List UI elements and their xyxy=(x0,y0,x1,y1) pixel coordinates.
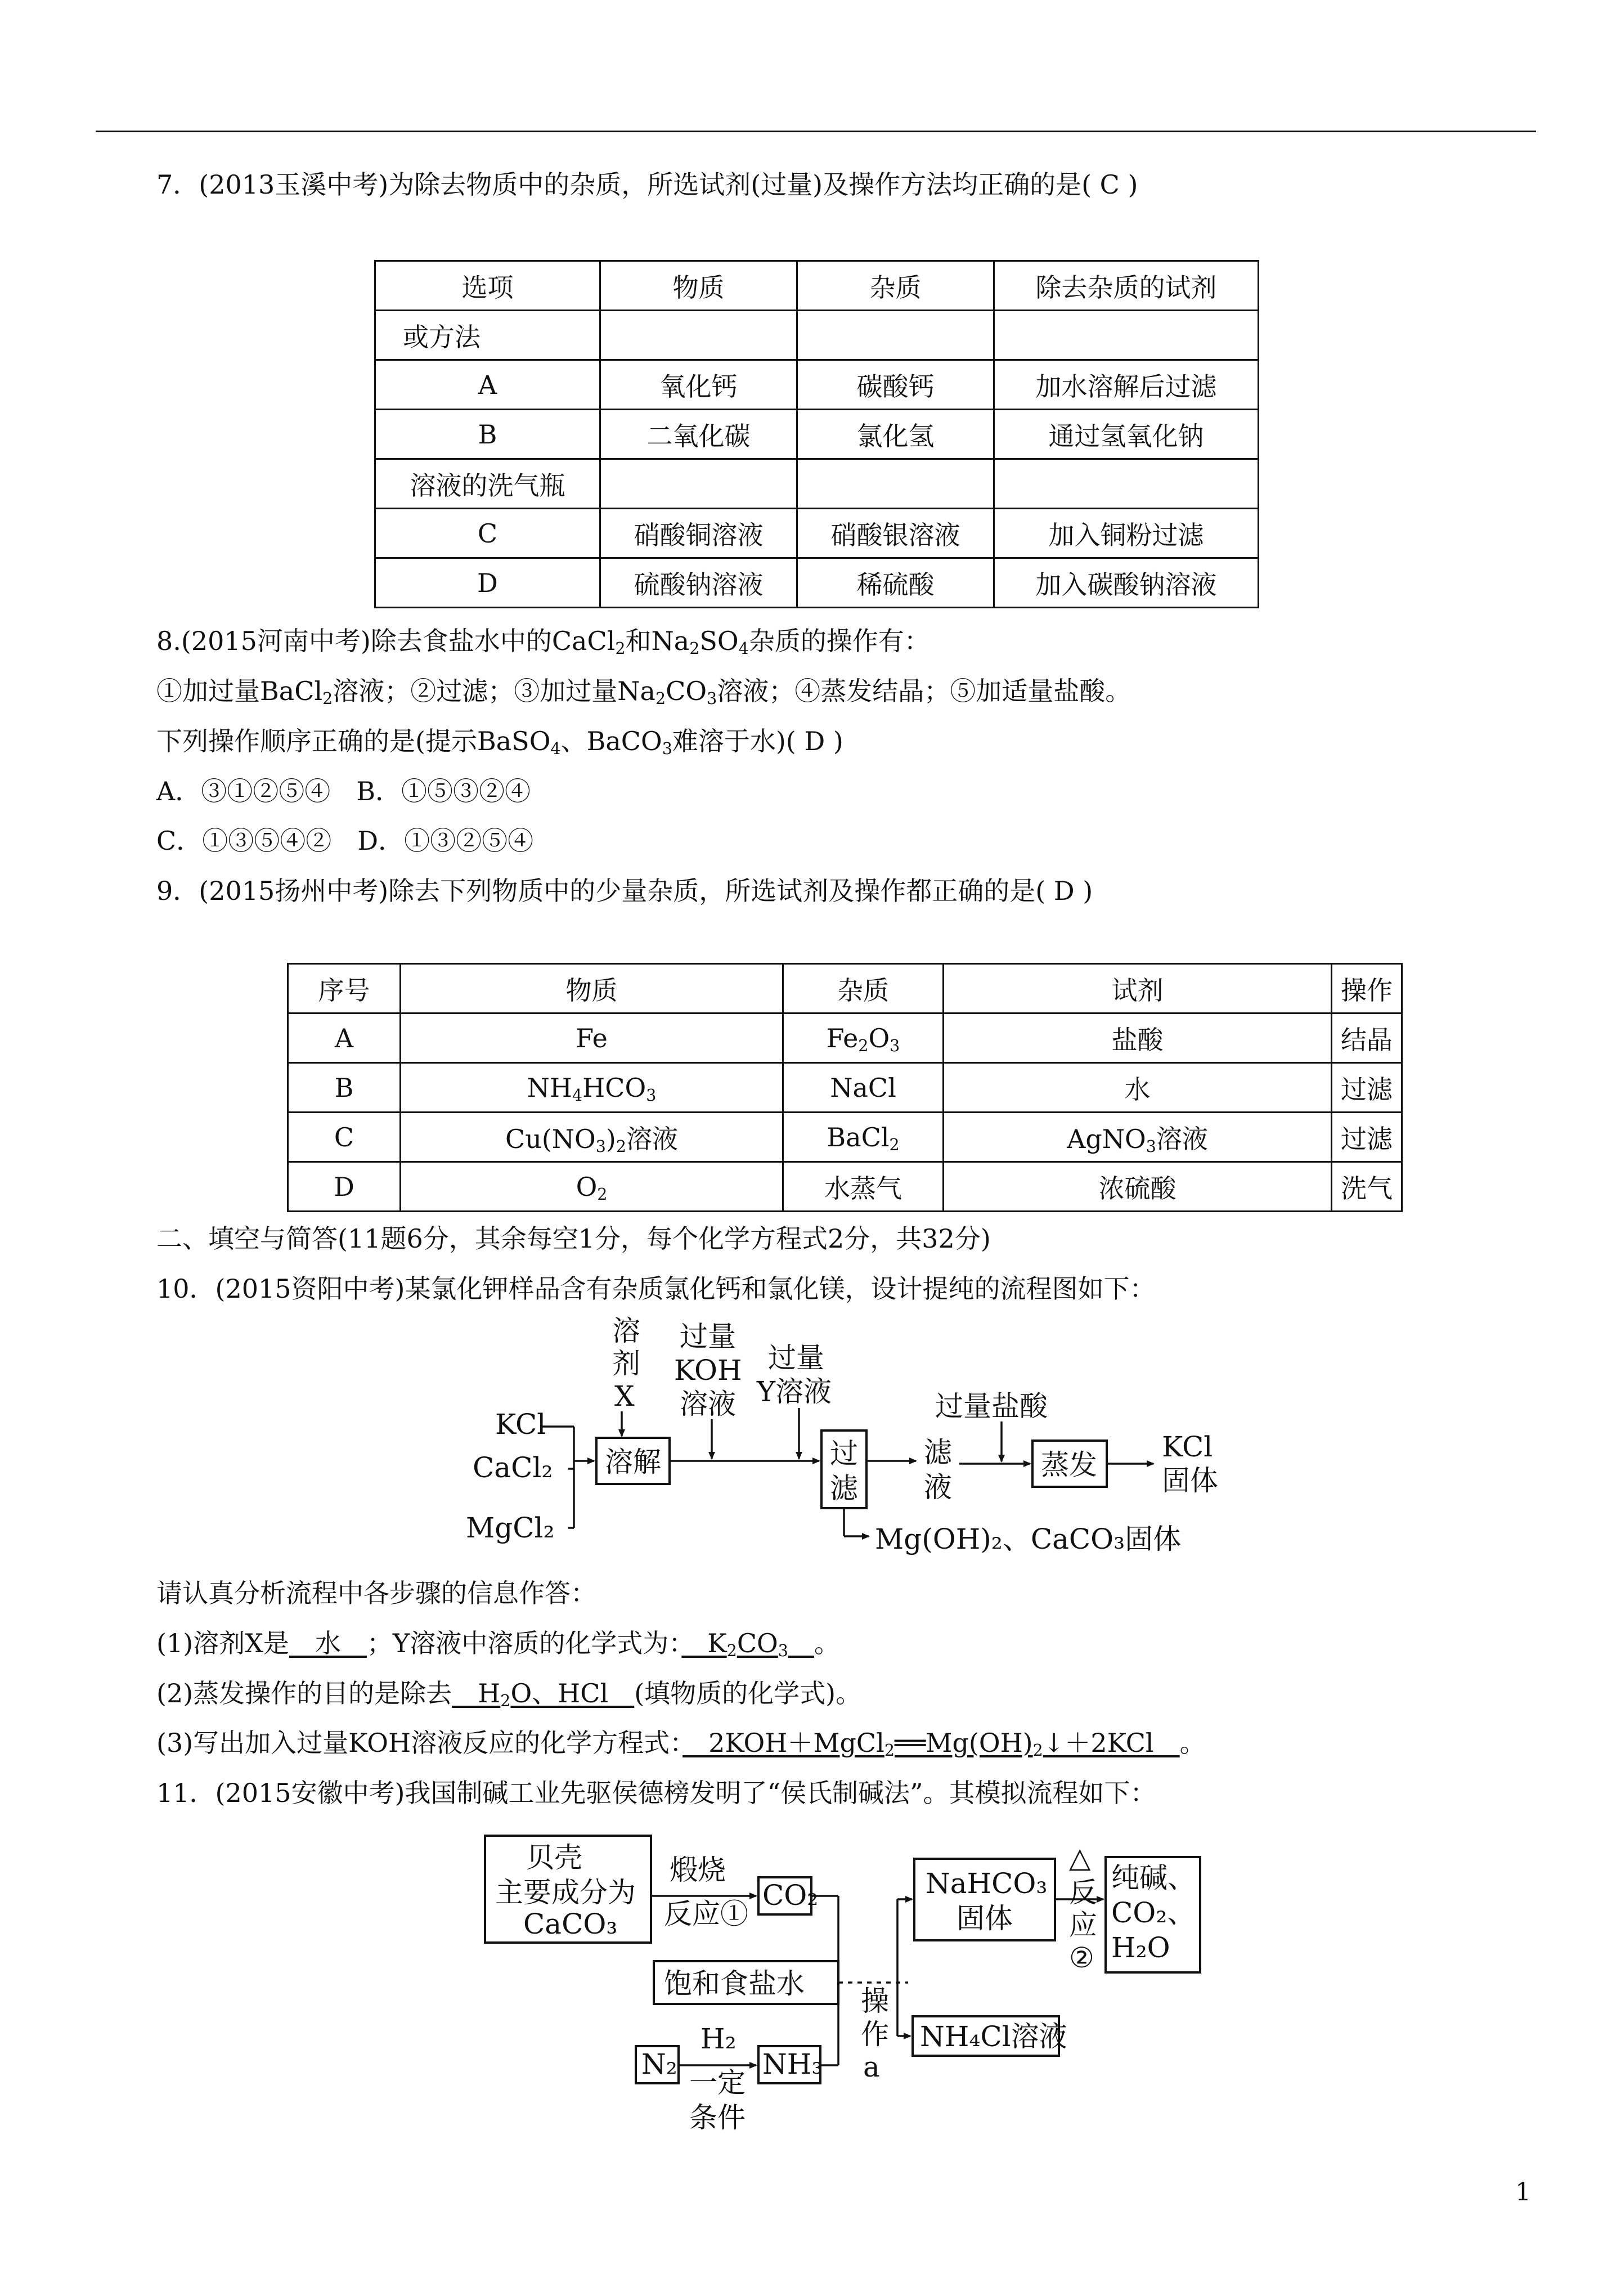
flow-label-reaction-1: 反应① xyxy=(664,1898,748,1930)
table-row xyxy=(375,509,1259,558)
flow-label-solvent: 剂 xyxy=(612,1347,640,1380)
flow-box-dissolve-label: 溶解 xyxy=(605,1446,661,1478)
answer-blank: $2KOH+MgCl_2══Mg(OH)_2↓+2KCl$ xyxy=(682,1728,1180,1760)
flow-label-filtrate: 液 xyxy=(924,1471,952,1504)
flow-input-mgcl2: MgCl₂ xyxy=(466,1512,555,1544)
svg-text:贝壳: 贝壳 xyxy=(526,1841,582,1874)
table-cell: B xyxy=(375,410,600,459)
table-cell: $NH_4HCO_3$ xyxy=(401,1063,783,1113)
q7-stem: 7．(2013玉溪中考)为除去物质中的杂质，所选试剂(过量)及操作方法均正确的是( C ) xyxy=(156,169,1138,200)
svg-text:纯碱、: 纯碱、 xyxy=(1111,1862,1196,1894)
table-cell: A xyxy=(375,360,600,410)
table-cell: 通过氢氧化钠 xyxy=(994,410,1259,459)
q10-part-1: (1)溶剂X是 水 ；Y溶液中溶质的化学式为： $K_2CO_3$ 。 xyxy=(156,1628,840,1661)
table-header: 选项 xyxy=(375,261,600,311)
flow-box-evaporate-label: 蒸发 xyxy=(1041,1449,1097,1481)
flow-label-precipitate: Mg(OH)₂、CaCO₃固体 xyxy=(875,1523,1182,1555)
q8-options-cd: C．①③⑤④② D．①③②⑤④ xyxy=(156,826,534,856)
flow-label-heat: △ xyxy=(1069,1841,1091,1874)
table-row xyxy=(375,410,1259,459)
svg-text:CO₂: CO₂ xyxy=(762,1879,819,1912)
svg-text:NaHCO₃: NaHCO₃ xyxy=(926,1867,1048,1900)
flow-label-hcl: 过量盐酸 xyxy=(935,1390,1048,1423)
table-cell: $Cu(NO_3)_2$溶液 xyxy=(401,1113,783,1162)
flow-label-y: Y溶液 xyxy=(757,1375,832,1408)
table-cell: 氯化氢 xyxy=(797,410,994,459)
q7-table xyxy=(374,260,1259,608)
table-cell: 盐酸 xyxy=(944,1014,1332,1063)
table-row xyxy=(288,964,1402,1014)
table-cell: NaCl xyxy=(783,1063,944,1113)
table-cell: 氧化钙 xyxy=(600,360,797,410)
table-cell: 加水溶解后过滤 xyxy=(994,360,1259,410)
table-cell: 加入碳酸钠溶液 xyxy=(994,558,1259,608)
q8-question: 下列操作顺序正确的是(提示BaSO$_4$、BaCO$_3$难溶于水)( D ) xyxy=(156,726,843,759)
table-header: 物质 xyxy=(401,964,783,1014)
table-header: 物质 xyxy=(600,261,797,311)
flow-label-condition: 一定 xyxy=(689,2066,746,2099)
flow-label-reaction-2: 反 xyxy=(1069,1876,1097,1909)
table-header: 除去杂质的试剂 xyxy=(994,261,1259,311)
answer-blank: $H_2O$、HCl xyxy=(452,1678,635,1711)
flow-label-product: KCl xyxy=(1162,1430,1213,1463)
table-cell: 硫酸钠溶液 xyxy=(600,558,797,608)
table-cell: C xyxy=(288,1113,401,1162)
section-2-heading: 二、填空与简答(11题6分，其余每空1分，每个化学方程式2分，共32分) xyxy=(156,1223,991,1254)
svg-text:N₂: N₂ xyxy=(641,2048,677,2080)
svg-text:饱和食盐水: 饱和食盐水 xyxy=(664,1967,805,2000)
flow-label-solvent: X xyxy=(614,1380,635,1412)
q8-options-ab: A．③①②⑤④ B．①⑤③②④ xyxy=(156,776,531,806)
table-cell: 碳酸钙 xyxy=(797,360,994,410)
flow-box-filter-label: 过 xyxy=(830,1437,858,1470)
table-cell: B xyxy=(288,1063,401,1113)
table-cell: 过滤 xyxy=(1332,1113,1402,1162)
table-row xyxy=(288,1063,1402,1113)
flow-label-solvent: 溶 xyxy=(612,1315,640,1347)
table-cell: 或方法 xyxy=(375,311,600,360)
svg-text:NH₄Cl溶液: NH₄Cl溶液 xyxy=(920,2020,1067,2053)
flow-label-reaction-2: 应 xyxy=(1069,1909,1097,1941)
table-cell: 稀硫酸 xyxy=(797,558,994,608)
table-cell: A xyxy=(288,1014,401,1063)
flow-label-koh: KOH xyxy=(674,1354,742,1387)
table-header: 杂质 xyxy=(783,964,944,1014)
answer-blank: 水 xyxy=(289,1628,367,1658)
table-cell: AgNO$_3$溶液 xyxy=(944,1113,1332,1162)
page-number: 1 xyxy=(1515,2178,1531,2207)
flow-label-h2: H₂ xyxy=(701,2023,737,2055)
table-cell: 硝酸银溶液 xyxy=(797,509,994,558)
answer-blank: $K_2CO_3$ xyxy=(681,1628,788,1661)
table-row xyxy=(375,261,1259,311)
table-cell: $O_2$ xyxy=(401,1162,783,1212)
table-header: 序号 xyxy=(288,964,401,1014)
table-row xyxy=(288,1113,1402,1162)
table-cell: 硝酸铜溶液 xyxy=(600,509,797,558)
table-cell: 结晶 xyxy=(1332,1014,1402,1063)
table-row xyxy=(375,360,1259,410)
table-row xyxy=(375,311,1259,360)
table-cell: C xyxy=(375,509,600,558)
table-cell: $Fe_2O_3$ xyxy=(783,1014,944,1063)
header-rule xyxy=(96,131,1536,132)
q10-stem: 10．(2015资阳中考)某氯化钾样品含有杂质氯化钙和氯化镁，设计提纯的流程图如下： xyxy=(156,1273,1156,1304)
table-cell: 水 xyxy=(944,1063,1332,1113)
table-row xyxy=(288,1014,1402,1063)
flow-label-koh: 溶液 xyxy=(680,1388,736,1420)
table-row xyxy=(288,1162,1402,1212)
table-row xyxy=(375,459,1259,509)
flow-label-operation-a: 作 xyxy=(861,2018,889,2051)
table-row xyxy=(375,558,1259,608)
table-cell: 洗气 xyxy=(1332,1162,1402,1212)
table-cell: Fe xyxy=(401,1014,783,1063)
flow-label-operation-a: a xyxy=(863,2051,880,2083)
svg-text:CaCO₃: CaCO₃ xyxy=(523,1908,618,1940)
q10-part-3: (3)写出加入过量KOH溶液反应的化学方程式： $2KOH+MgCl_2══Mg(OH)_2↓+2KCl$ 。 xyxy=(156,1728,1206,1760)
table-cell: D xyxy=(375,558,600,608)
q9-stem: 9．(2015扬州中考)除去下列物质中的少量杂质，所选试剂及操作都正确的是( D ) xyxy=(156,876,1093,906)
q10-intro: 请认真分析流程中各步骤的信息作答： xyxy=(156,1578,596,1608)
q8-operations: ①加过量BaCl$_2$溶液；②过滤；③加过量$Na_2CO_3$溶液；④蒸发结晶；⑤加适量盐酸。 xyxy=(156,676,1131,708)
q11-stem: 11．(2015安徽中考)我国制碱工业先驱侯德榜发明了“侯氏制碱法”。其模拟流程如下： xyxy=(156,1778,1156,1808)
q10-flowchart xyxy=(461,1311,1249,1570)
flow-label-koh: 过量 xyxy=(680,1320,736,1353)
table-cell: 过滤 xyxy=(1332,1063,1402,1113)
table-header: 杂质 xyxy=(797,261,994,311)
flow-label-reaction-2: ② xyxy=(1069,1941,1094,1974)
svg-text:主要成分为: 主要成分为 xyxy=(495,1876,636,1909)
table-cell: 水蒸气 xyxy=(783,1162,944,1212)
flow-label-calcine: 煅烧 xyxy=(670,1854,726,1886)
table-cell: 溶液的洗气瓶 xyxy=(375,459,600,509)
table-header: 操作 xyxy=(1332,964,1402,1014)
q11-flowchart xyxy=(478,1823,1210,2138)
flow-input-kcl: KCl xyxy=(495,1408,546,1441)
table-cell: D xyxy=(288,1162,401,1212)
flow-label-condition: 条件 xyxy=(689,2101,746,2134)
table-cell: 二氧化碳 xyxy=(600,410,797,459)
flow-label-filtrate: 滤 xyxy=(924,1436,952,1469)
q10-part-2: (2)蒸发操作的目的是除去 $H_2O$、HCl (填物质的化学式)。 xyxy=(156,1678,862,1711)
flow-input-cacl2: CaCl₂ xyxy=(473,1451,553,1484)
table-cell: BaCl$_2$ xyxy=(783,1113,944,1162)
svg-text:CO₂、: CO₂、 xyxy=(1111,1896,1196,1929)
table-cell: 浓硫酸 xyxy=(944,1162,1332,1212)
q8-stem: 8.(2015河南中考)除去食盐水中的CaCl$_2$和$Na_2SO_4$杂质的操作有： xyxy=(156,626,930,658)
flow-label-product: 固体 xyxy=(1162,1464,1218,1497)
q9-table xyxy=(287,963,1403,1212)
table-header: 试剂 xyxy=(944,964,1332,1014)
svg-text:NH₃: NH₃ xyxy=(762,2048,823,2080)
svg-text:H₂O: H₂O xyxy=(1111,1931,1170,1964)
table-cell: 加入铜粉过滤 xyxy=(994,509,1259,558)
flow-label-y: 过量 xyxy=(768,1342,824,1374)
svg-text:固体: 固体 xyxy=(957,1902,1013,1935)
flow-box-filter-label: 滤 xyxy=(830,1472,858,1505)
flow-label-operation-a: 操 xyxy=(861,1985,889,2017)
